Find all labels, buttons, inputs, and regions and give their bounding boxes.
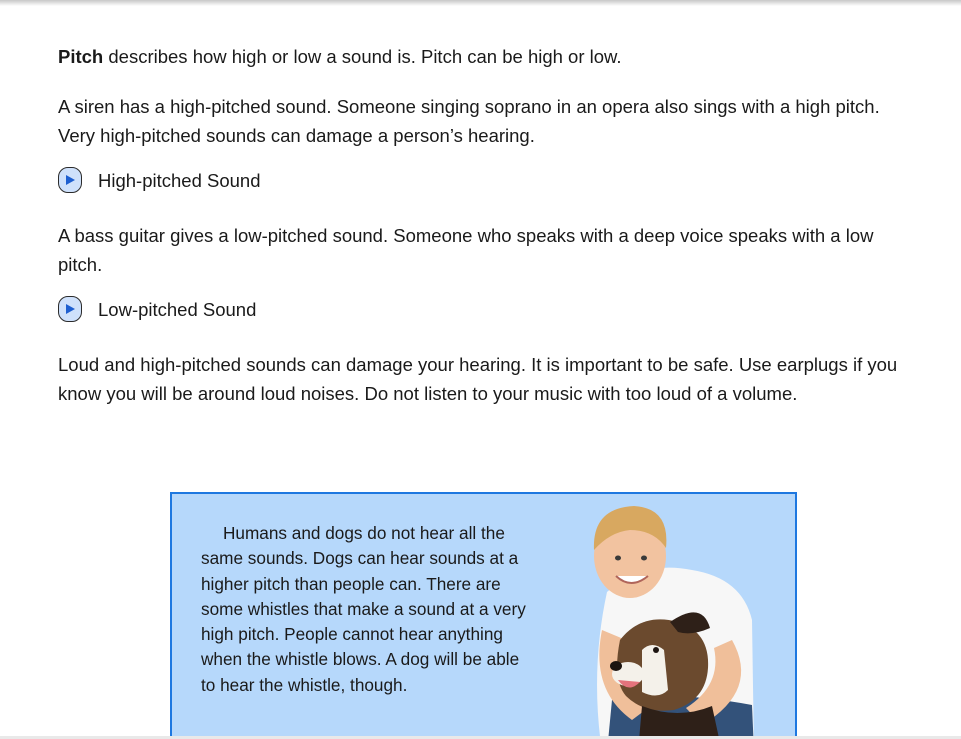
low-pitch-audio-row (58, 294, 918, 324)
low-pitch-paragraph: A bass guitar gives a low-pitched sound. Someone who speaks with a deep voice speaks with a low pitch. (58, 225, 874, 275)
lesson-content (58, 42, 918, 429)
pitch-term: Pitch (58, 46, 104, 67)
intro-paragraph (58, 42, 918, 71)
play-icon (64, 174, 76, 186)
dog-hearing-callout (170, 492, 797, 739)
high-pitch-paragraph: A siren has a high-pitched sound. Someone singing soprano in an opera also sings with a high pitch. Very high-pitched sounds can damage a person’s hearing. (58, 96, 880, 146)
high-pitch-audio-row (58, 165, 918, 195)
high-pitch-audio-label[interactable]: High-pitched Sound (98, 169, 261, 191)
high-pitch-play-button[interactable] (58, 167, 82, 193)
callout-text: Humans and dogs do not hear all the same sounds. Dogs can hear sounds at a higher pitch than people can. There are some whistles that make a sound at a very high pitch. People cannot hear anything when the whistle blows. A dog will be able to hear the whistle, though. (201, 523, 526, 695)
safety-paragraph: Loud and high-pitched sounds can damage your hearing. It is important to be safe. Use earplugs if you know you will be around loud noises. Do not listen to your music with too loud of a volume. (58, 354, 898, 404)
play-icon (64, 303, 76, 315)
low-pitch-audio-label[interactable]: Low-pitched Sound (98, 298, 257, 320)
intro-rest: describes how high or low a sound is. Pitch can be high or low. (103, 46, 622, 67)
low-pitch-play-button[interactable] (58, 296, 82, 322)
top-shadow (0, 0, 961, 6)
boy-hugging-dog-image (582, 500, 792, 739)
